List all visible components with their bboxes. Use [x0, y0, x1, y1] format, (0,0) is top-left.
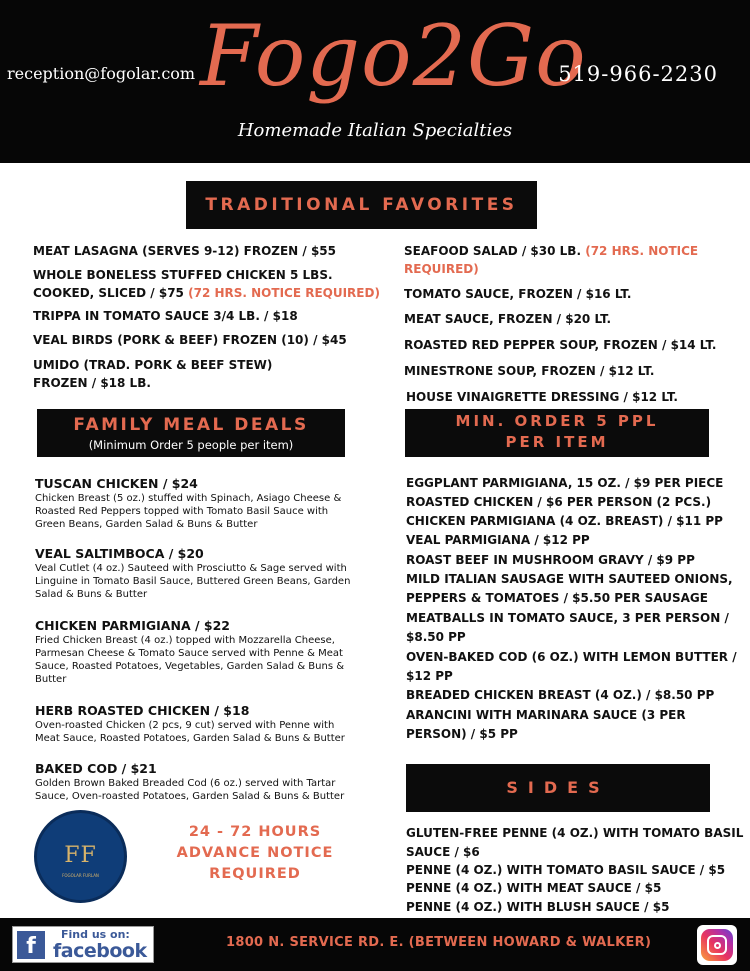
meal-desc: Green Beans, Garden Salad & Buns & Butter: [35, 519, 258, 530]
meal-name: VEAL SALTIMBOCA / $20: [35, 546, 204, 561]
menu-item: $8.50 PP: [406, 630, 466, 644]
email-address[interactable]: reception@fogolar.com: [7, 64, 196, 83]
meal-desc: Chicken Breast (5 oz.) stuffed with Spinach, Asiago Cheese &: [35, 493, 342, 504]
meal-desc: Salad & Buns & Butter: [35, 589, 148, 600]
menu-item: ARANCINI WITH MARINARA SAUCE (3 PER: [406, 708, 686, 722]
notice-line: REQUIRED: [209, 866, 301, 882]
menu-item-text: COOKED, SLICED / $75: [33, 286, 184, 300]
meal-desc: Butter: [35, 674, 67, 685]
meal-desc: Linguine in Tomato Basil Sauce, Buttered Green Beans, Garden: [35, 576, 351, 587]
facebook-find-us: Find us on:: [61, 928, 130, 941]
meal-name: CHICKEN PARMIGIANA / $22: [35, 618, 230, 633]
menu-item: FROZEN / $18 LB.: [33, 376, 151, 390]
family-title-text: FAMILY MEAL DEALS: [73, 415, 309, 435]
menu-item: PENNE (4 OZ.) WITH MEAT SAUCE / $5: [406, 881, 662, 895]
min-order-title-line: MIN. ORDER 5 PPL: [455, 412, 659, 430]
menu-item: MINESTRONE SOUP, FROZEN / $12 LT.: [404, 364, 655, 378]
min-order-title-line: PER ITEM: [505, 433, 609, 451]
instagram-icon[interactable]: [697, 925, 737, 965]
menu-item: MEATBALLS IN TOMATO SAUCE, 3 PER PERSON /: [406, 611, 729, 625]
meal-item: [35, 545, 380, 601]
menu-item: MEAT SAUCE, FROZEN / $20 LT.: [404, 312, 612, 326]
menu-item: BREADED CHICKEN BREAST (4 OZ.) / $8.50 PP: [406, 688, 715, 702]
fogolar-furlan-logo: [34, 810, 127, 903]
advance-notice: [155, 822, 355, 885]
instagram-ring: [707, 935, 727, 955]
menu-item: PERSON) / $5 PP: [406, 727, 518, 741]
traditional-favorites-title: TRADITIONAL FAVORITES: [186, 181, 537, 229]
menu-item: HOUSE VINAIGRETTE DRESSING / $12 LT.: [406, 390, 678, 404]
menu-item: ROASTED CHICKEN / $6 PER PERSON (2 PCS.): [406, 495, 712, 509]
menu-item: [33, 285, 380, 303]
notice-text: (72 HRS. NOTICE REQUIRED): [188, 286, 380, 300]
menu-item: MILD ITALIAN SAUSAGE WITH SAUTEED ONIONS,: [406, 572, 733, 586]
menu-item: SAUCE / $6: [406, 845, 480, 859]
facebook-icon: f: [17, 931, 45, 959]
phone-number[interactable]: 519-966-2230: [558, 62, 718, 86]
menu-item: GLUTEN-FREE PENNE (4 OZ.) WITH TOMATO BASIL: [406, 826, 744, 840]
menu-item: VEAL PARMIGIANA / $12 PP: [406, 533, 590, 547]
notice-text: (72 HRS. NOTICE: [585, 244, 699, 258]
menu-item: $12 PP: [406, 669, 453, 683]
meal-name: BAKED COD / $21: [35, 761, 157, 776]
meal-desc: Meat Sauce, Roasted Potatoes, Garden Salad & Buns & Butter: [35, 733, 345, 744]
logo-mark: FF: [64, 843, 97, 868]
menu-item: WHOLE BONELESS STUFFED CHICKEN 5 LBS.: [33, 268, 333, 282]
header-banner: [0, 0, 750, 163]
meal-desc: Fried Chicken Breast (4 oz.) topped with Mozzarella Cheese,: [35, 635, 335, 646]
instagram-lens: [714, 942, 721, 949]
facebook-wordmark: facebook: [53, 940, 147, 962]
notice-line: 24 - 72 HOURS: [188, 824, 322, 840]
family-subtitle: (Minimum Order 5 people per item): [88, 438, 294, 452]
notice-text: REQUIRED): [404, 262, 479, 276]
meal-name: HERB ROASTED CHICKEN / $18: [35, 703, 250, 718]
menu-item-text: SEAFOOD SALAD / $30 LB.: [404, 244, 582, 258]
menu-item: CHICKEN PARMIGIANA (4 OZ. BREAST) / $11 PP: [406, 514, 723, 528]
footer-bar: [0, 918, 750, 971]
meal-desc: Golden Brown Baked Breaded Cod (6 oz.) served with Tartar: [35, 778, 336, 789]
family-meal-deals-title: [37, 409, 345, 457]
menu-item: ROAST BEEF IN MUSHROOM GRAVY / $9 PP: [406, 553, 695, 567]
meal-desc: Sauce, Roasted Potatoes, Vegetables, Garden Salad & Buns &: [35, 661, 345, 672]
sides-title: SIDES: [406, 764, 710, 812]
menu-item: UMIDO (TRAD. PORK & BEEF STEW): [33, 358, 273, 372]
meal-desc: Parmesan Cheese & Tomato Sauce served with Penne & Meat: [35, 648, 343, 659]
meal-item: [35, 617, 380, 686]
meal-name: TUSCAN CHICKEN / $24: [35, 476, 198, 491]
address: 1800 N. SERVICE RD. E. (BETWEEN HOWARD & WALKER): [226, 935, 652, 950]
instagram-glyph: [701, 929, 733, 961]
facebook-badge[interactable]: [12, 926, 154, 963]
menu-item: VEAL BIRDS (PORK & BEEF) FROZEN (10) / $45: [33, 333, 347, 347]
brand-logo-text: Fogo2Go: [200, 7, 587, 105]
meal-desc: Sauce, Oven-roasted Potatoes, Garden Salad & Buns & Butter: [35, 791, 345, 802]
logo-text: FOGOLAR FURLAN: [62, 873, 99, 878]
menu-item: [404, 243, 698, 261]
tagline: Homemade Italian Specialties: [237, 120, 513, 141]
meal-desc: Oven-roasted Chicken (2 pcs, 9 cut) served with Penne with: [35, 720, 335, 731]
menu-item: PENNE (4 OZ.) WITH BLUSH SAUCE / $5: [406, 900, 670, 914]
meal-item: [35, 702, 380, 745]
meal-desc: Roasted Red Peppers topped with Tomato Basil Sauce with: [35, 506, 329, 517]
menu-item: TRIPPA IN TOMATO SAUCE 3/4 LB. / $18: [33, 309, 298, 323]
min-order-title: [405, 409, 709, 457]
menu-item: OVEN-BAKED COD (6 OZ.) WITH LEMON BUTTER /: [406, 650, 737, 664]
meal-item: [35, 760, 380, 803]
meal-item: [35, 475, 380, 531]
menu-item: PENNE (4 OZ.) WITH TOMATO BASIL SAUCE / $5: [406, 863, 726, 877]
notice-line: ADVANCE NOTICE: [176, 845, 334, 861]
menu-item: ROASTED RED PEPPER SOUP, FROZEN / $14 LT.: [404, 338, 717, 352]
menu-item: MEAT LASAGNA (SERVES 9-12) FROZEN / $55: [33, 244, 337, 258]
menu-item: EGGPLANT PARMIGIANA, 15 OZ. / $9 PER PIECE: [406, 476, 724, 490]
menu-item: TOMATO SAUCE, FROZEN / $16 LT.: [404, 287, 632, 301]
menu-item: PEPPERS & TOMATOES / $5.50 PER SAUSAGE: [406, 591, 708, 605]
meal-desc: Veal Cutlet (4 oz.) Sauteed with Prosciutto & Sage served with: [35, 563, 347, 574]
